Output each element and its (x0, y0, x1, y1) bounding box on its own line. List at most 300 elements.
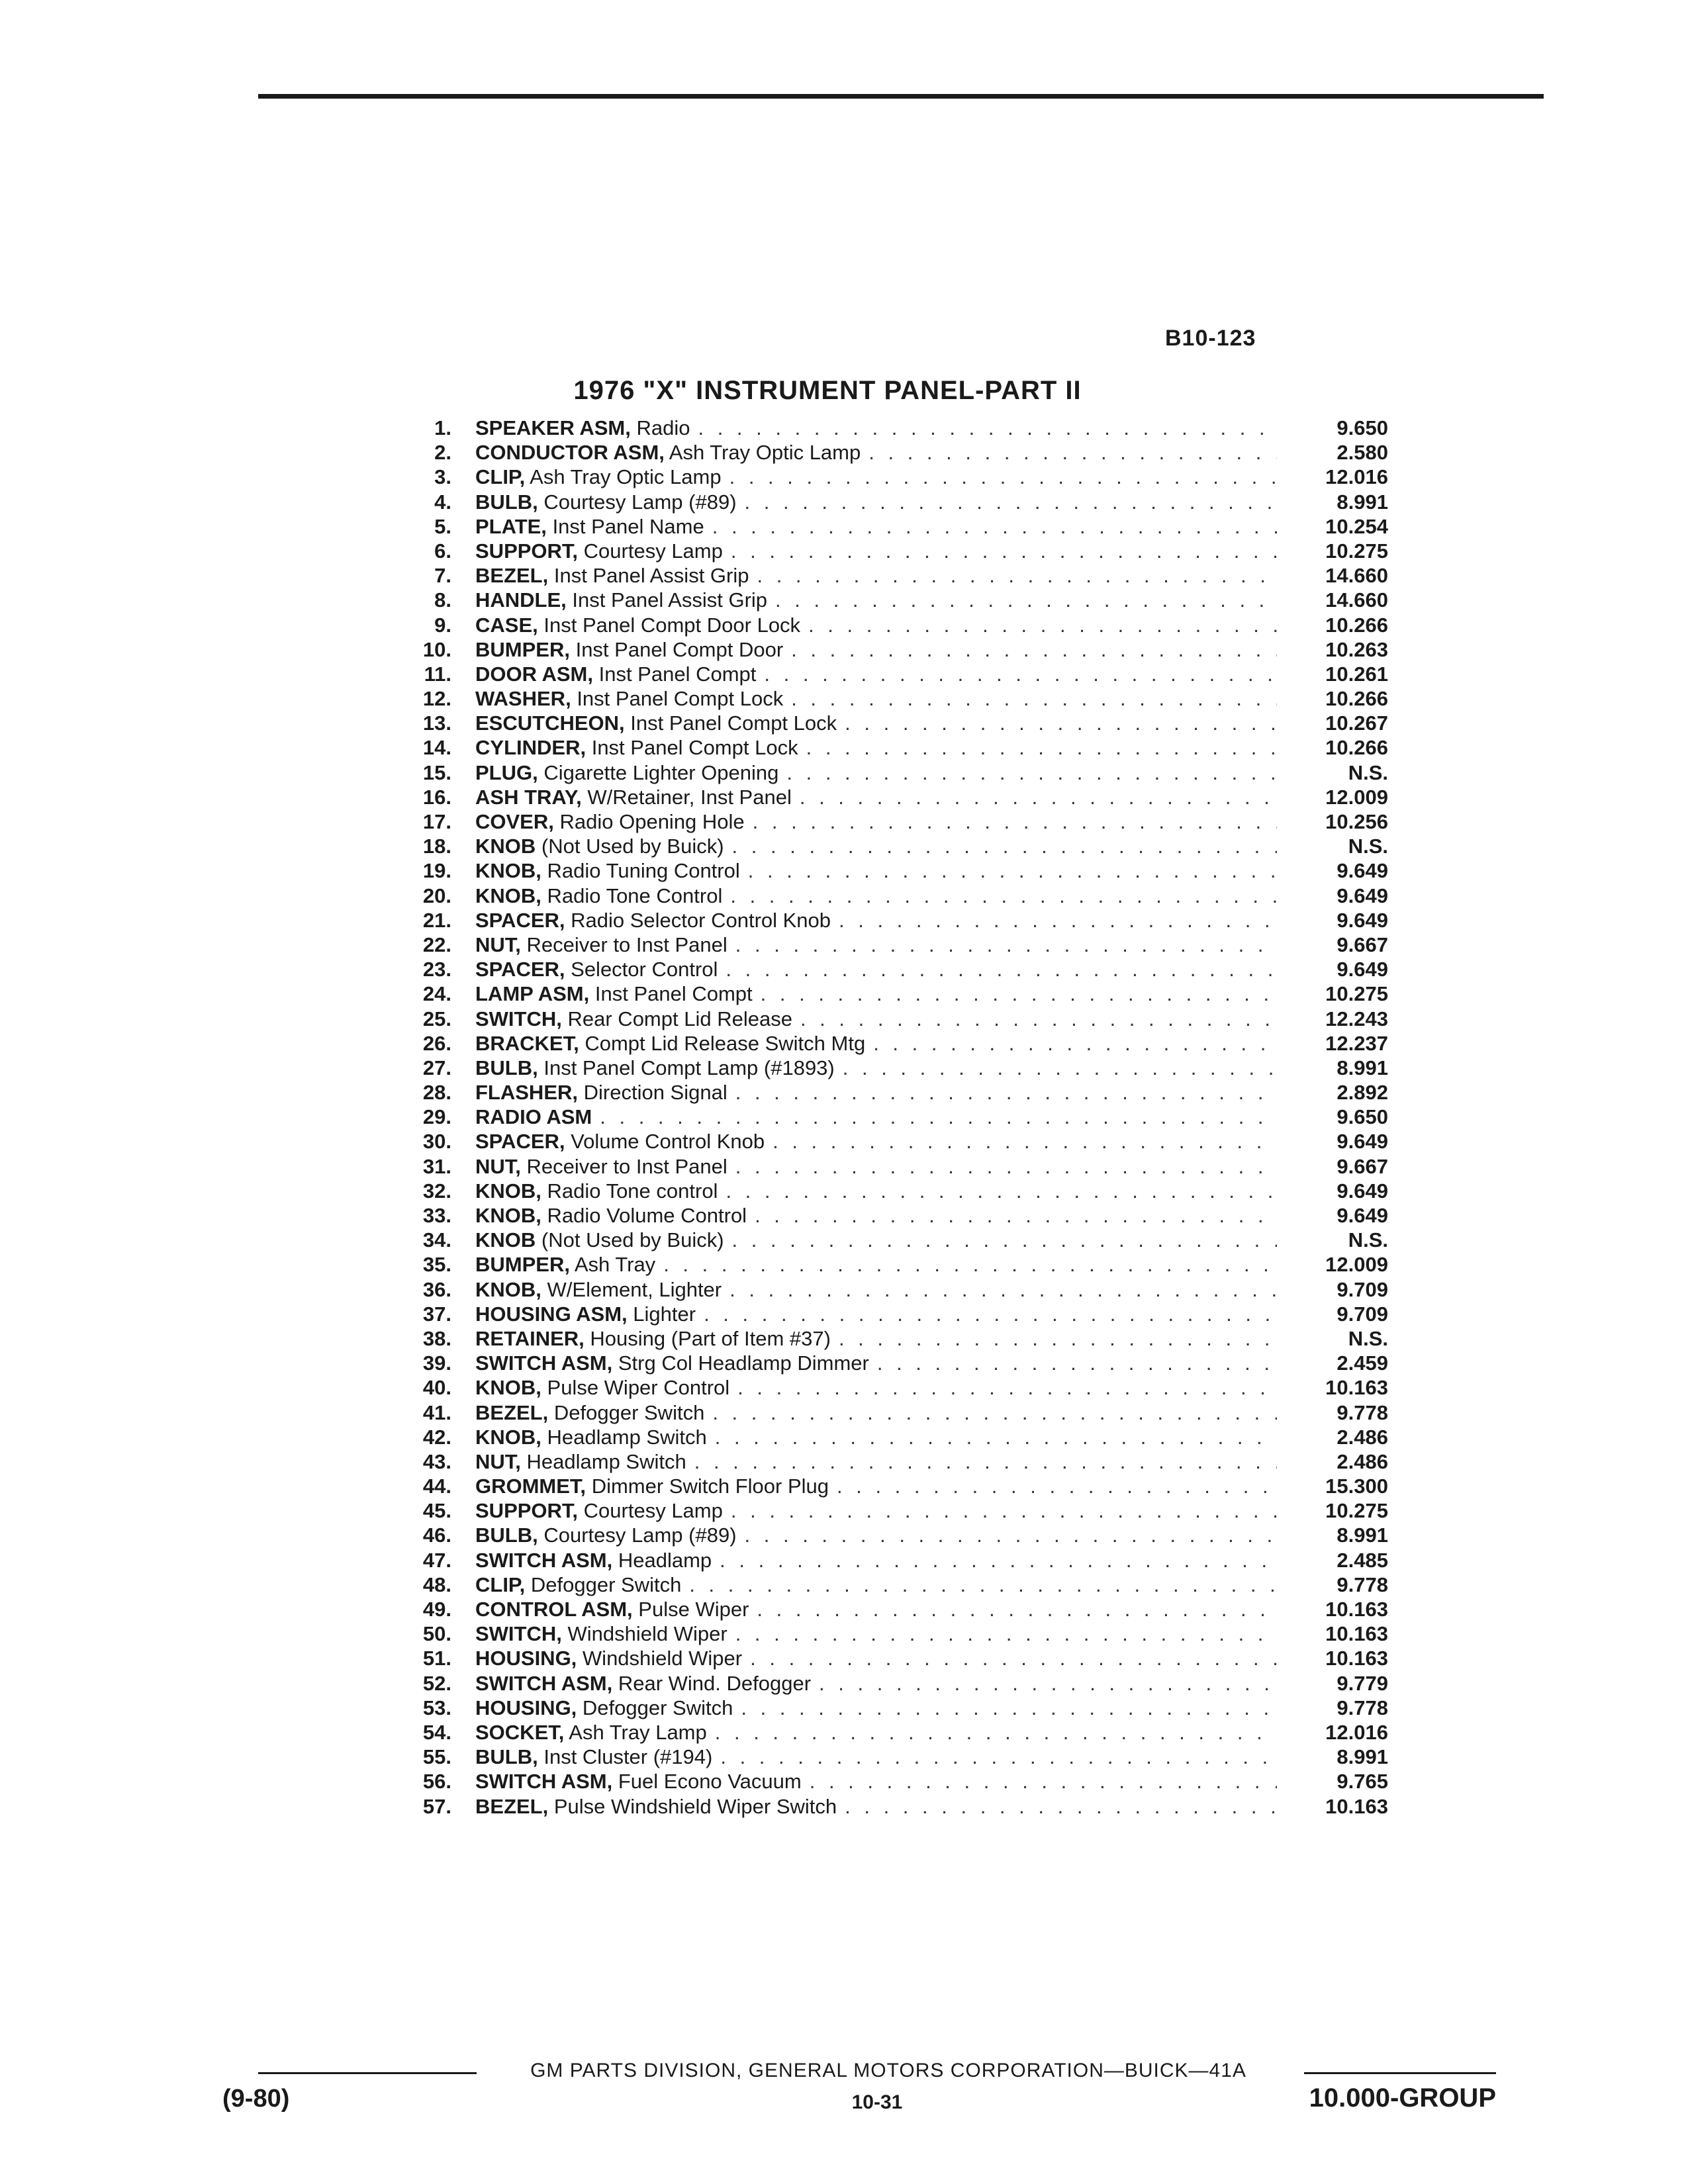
part-name: NUT, (475, 1154, 521, 1178)
dot-leader (868, 440, 1277, 465)
part-row (405, 1523, 1388, 1547)
part-description (451, 1671, 811, 1696)
part-detail: Ash Tray Optic Lamp (530, 465, 722, 489)
part-group-number: 10.163 (1325, 1376, 1388, 1400)
part-description (451, 858, 740, 883)
dot-leader (791, 637, 1277, 662)
part-row (405, 933, 1388, 957)
dot-leader (729, 1277, 1277, 1302)
footer-date: (9-80) (222, 2085, 290, 2113)
part-row (405, 1105, 1388, 1129)
part-name: SUPPORT, (475, 1499, 579, 1523)
part-number: 56. (422, 1770, 451, 1794)
parts-list (405, 416, 1388, 1819)
part-group-number: 10.266 (1325, 736, 1388, 760)
part-name: KNOB, (475, 1179, 541, 1203)
part-name: CASE, (475, 613, 538, 637)
part-number: 4. (434, 490, 451, 514)
part-description (451, 563, 749, 588)
part-name: BULB, (475, 1524, 538, 1547)
part-description (451, 1007, 792, 1031)
part-description (451, 981, 753, 1006)
part-description (451, 662, 756, 686)
part-description (451, 588, 767, 612)
part-detail: Headlamp Switch (547, 1425, 707, 1449)
part-detail: Inst Panel Name (552, 514, 704, 538)
part-number: 48. (422, 1572, 451, 1596)
part-row (405, 908, 1388, 933)
part-description (451, 1745, 712, 1769)
part-description (451, 1425, 707, 1449)
dot-leader (712, 514, 1277, 539)
dot-leader (800, 785, 1277, 809)
part-number: 17. (422, 810, 451, 833)
part-row (405, 1302, 1388, 1326)
part-detail: Compt Lid Release Switch Mtg (585, 1031, 866, 1055)
part-group-number: 2.580 (1336, 441, 1388, 465)
part-description (451, 686, 783, 711)
part-name: WASHER, (475, 687, 571, 711)
part-group-number: 9.709 (1336, 1302, 1388, 1326)
part-number: 12. (422, 687, 451, 711)
part-name: PLATE, (475, 514, 547, 538)
part-detail: W/Element, Lighter (547, 1277, 722, 1301)
part-number: 34. (422, 1228, 451, 1252)
part-row (405, 1720, 1388, 1745)
part-name: NUT, (475, 1449, 521, 1473)
part-row (405, 416, 1388, 440)
part-detail: Courtesy Lamp (#89) (543, 1524, 737, 1547)
part-detail: (Not Used by Buick) (541, 1228, 724, 1252)
dot-leader (715, 1720, 1277, 1745)
dot-leader (720, 1745, 1277, 1769)
part-detail: Ash Tray Lamp (569, 1720, 707, 1744)
dot-leader (845, 1794, 1277, 1819)
part-number: 33. (422, 1204, 451, 1227)
part-number: 19. (422, 859, 451, 883)
part-detail: Pulse Windshield Wiper Switch (553, 1794, 837, 1818)
part-group-number: 12.009 (1325, 1253, 1388, 1277)
dot-leader (839, 908, 1277, 933)
part-row (405, 858, 1388, 883)
part-description (451, 490, 737, 514)
part-name: HANDLE, (475, 588, 567, 612)
part-row (405, 735, 1388, 760)
part-detail: Inst Panel Assist Grip (553, 564, 749, 588)
part-name: BULB, (475, 490, 538, 514)
part-number: 32. (422, 1179, 451, 1203)
dot-leader (732, 834, 1277, 858)
part-group-number: 9.649 (1336, 1130, 1388, 1154)
part-description (451, 1031, 865, 1056)
part-description (451, 1326, 831, 1351)
part-detail: Defogger Switch (530, 1572, 682, 1596)
part-detail: Courtesy Lamp (583, 539, 723, 563)
part-number: 52. (422, 1671, 451, 1695)
dot-leader (745, 1523, 1277, 1547)
part-row (405, 1548, 1388, 1572)
part-name: NUT, (475, 933, 521, 956)
part-group-number: 9.649 (1336, 1204, 1388, 1227)
dot-leader (748, 858, 1277, 883)
part-row (405, 1203, 1388, 1228)
part-detail: Radio Tuning Control (547, 859, 740, 883)
part-group-number: 9.650 (1336, 1105, 1388, 1129)
part-number: 3. (434, 465, 451, 489)
part-detail: Inst Panel Compt Lock (630, 711, 837, 735)
part-detail: Receiver to Inst Panel (526, 1154, 727, 1178)
part-name: BEZEL, (475, 1794, 549, 1818)
part-group-number: 10.163 (1325, 1794, 1388, 1818)
part-number: 9. (434, 613, 451, 637)
part-row (405, 1621, 1388, 1646)
part-name: CLIP, (475, 465, 526, 489)
dot-leader (726, 1179, 1277, 1203)
part-description (451, 1129, 765, 1154)
part-detail: Headlamp Switch (526, 1449, 686, 1473)
part-detail: Ash Tray (574, 1253, 656, 1277)
dot-leader (753, 809, 1277, 834)
part-name: SPACER, (475, 1130, 565, 1154)
dot-leader (689, 1572, 1277, 1597)
part-group-number: 10.163 (1325, 1598, 1388, 1621)
part-name: CLIP, (475, 1572, 526, 1596)
part-description (451, 1523, 737, 1547)
dot-leader (735, 1154, 1277, 1179)
part-name: KNOB (475, 835, 536, 858)
part-row (405, 1154, 1388, 1179)
part-row (405, 1449, 1388, 1474)
part-row (405, 1228, 1388, 1252)
part-name: RADIO ASM (475, 1105, 592, 1129)
footer-publisher: GM PARTS DIVISION, GENERAL MOTORS CORPORATION—BUICK—41A (530, 2060, 1246, 2081)
part-description (451, 1179, 718, 1203)
part-number: 45. (422, 1499, 451, 1523)
part-row (405, 1572, 1388, 1597)
part-description (451, 416, 690, 440)
part-detail: Courtesy Lamp (583, 1499, 723, 1523)
part-detail: Selector Control (571, 958, 718, 981)
dot-leader (737, 1375, 1277, 1400)
part-group-number: 15.300 (1325, 1475, 1388, 1498)
part-description (451, 1696, 733, 1720)
part-description (451, 1277, 722, 1302)
part-detail: Inst Panel Compt Lock (577, 687, 784, 711)
part-group-number: 9.779 (1336, 1671, 1388, 1695)
part-group-number: 9.649 (1336, 884, 1388, 907)
part-group-number: 12.009 (1325, 785, 1388, 809)
part-description (451, 1498, 723, 1523)
dot-leader (726, 957, 1277, 981)
part-number: 15. (422, 760, 451, 784)
dot-leader (704, 1302, 1277, 1326)
part-row (405, 1671, 1388, 1696)
part-group-number: 8.991 (1336, 1524, 1388, 1547)
part-detail: Radio Opening Hole (559, 810, 745, 833)
part-name: SPEAKER ASM, (475, 416, 631, 439)
part-name: DOOR ASM, (475, 662, 593, 686)
part-detail: Strg Col Headlamp Dimmer (618, 1351, 869, 1375)
footer-rule-left (258, 2072, 477, 2074)
part-group-number: 14.660 (1325, 564, 1388, 588)
part-group-number: 10.263 (1325, 637, 1388, 661)
part-detail: Courtesy Lamp (#89) (543, 490, 737, 514)
part-detail: Inst Panel Compt Door Lock (543, 613, 801, 637)
part-detail: Ash Tray Optic Lamp (669, 441, 861, 465)
part-name: BULB, (475, 1056, 538, 1079)
part-name: GROMMET, (475, 1475, 586, 1498)
part-group-number: 2.486 (1336, 1425, 1388, 1449)
part-name: HOUSING, (475, 1647, 577, 1670)
part-description (451, 1720, 707, 1745)
part-group-number: 10.275 (1325, 1499, 1388, 1523)
part-group-number: 10.266 (1325, 687, 1388, 711)
part-row (405, 1351, 1388, 1375)
part-group-number: 8.991 (1336, 1745, 1388, 1769)
part-name: BUMPER, (475, 1253, 570, 1277)
part-group-number: 2.485 (1336, 1548, 1388, 1572)
part-detail: Fuel Econo Vacuum (618, 1770, 802, 1794)
part-row (405, 809, 1388, 834)
part-group-number: 10.256 (1325, 810, 1388, 833)
part-name: KNOB, (475, 1277, 541, 1301)
part-number: 8. (434, 588, 451, 612)
dot-leader (735, 1080, 1277, 1105)
dot-leader (839, 1326, 1277, 1351)
part-group-number: 14.660 (1325, 588, 1388, 612)
dot-leader (735, 933, 1277, 957)
dot-leader (757, 563, 1277, 588)
part-name: SWITCH ASM, (475, 1671, 613, 1695)
part-number: 11. (424, 662, 451, 686)
part-row (405, 1745, 1388, 1769)
part-description (451, 1056, 835, 1080)
part-description (451, 1203, 747, 1228)
part-group-number: 12.016 (1325, 465, 1388, 489)
part-detail: Receiver to Inst Panel (526, 933, 727, 956)
part-group-number: N.S. (1348, 760, 1388, 784)
part-name: SOCKET, (475, 1720, 565, 1744)
part-name: RETAINER, (475, 1326, 585, 1350)
part-name: SWITCH ASM, (475, 1351, 613, 1375)
part-row (405, 539, 1388, 563)
part-row (405, 1031, 1388, 1056)
part-detail: Radio (636, 416, 690, 439)
part-row (405, 1056, 1388, 1080)
part-row (405, 1474, 1388, 1498)
part-number: 53. (422, 1696, 451, 1719)
part-row (405, 1425, 1388, 1449)
part-number: 47. (422, 1548, 451, 1572)
part-row (405, 1277, 1388, 1302)
part-name: CONTROL ASM, (475, 1598, 633, 1621)
part-row (405, 1007, 1388, 1031)
dot-leader (698, 416, 1277, 440)
part-group-number: N.S. (1348, 1228, 1388, 1252)
part-name: FLASHER, (475, 1081, 578, 1105)
part-row (405, 514, 1388, 539)
page-title: 1976 "X" INSTRUMENT PANEL-PART II (573, 376, 1082, 405)
part-number: 41. (422, 1400, 451, 1424)
dot-leader (773, 1129, 1277, 1154)
part-name: HOUSING ASM, (475, 1302, 628, 1326)
dot-leader (810, 1769, 1277, 1794)
part-description (451, 1252, 655, 1277)
dot-leader (741, 1696, 1277, 1720)
part-name: CONDUCTOR ASM, (475, 441, 665, 465)
part-detail: Headlamp (618, 1548, 712, 1572)
part-name: COVER, (475, 810, 554, 833)
part-detail: Volume Control Knob (571, 1130, 765, 1154)
part-description (451, 884, 722, 908)
part-detail: Inst Panel Assist Grip (572, 588, 768, 612)
part-description (451, 1400, 704, 1425)
part-name: ESCUTCHEON, (475, 711, 625, 735)
part-row (405, 1696, 1388, 1720)
part-number: 21. (422, 908, 451, 932)
part-detail: Dimmer Switch Floor Plug (591, 1475, 829, 1498)
part-name: SWITCH, (475, 1622, 562, 1646)
part-row (405, 465, 1388, 489)
part-number: 14. (422, 736, 451, 760)
part-number: 37. (422, 1302, 451, 1326)
part-number: 49. (422, 1598, 451, 1621)
part-name: SPACER, (475, 958, 565, 981)
part-detail: Windshield Wiper (567, 1622, 727, 1646)
part-group-number: 9.649 (1336, 859, 1388, 883)
part-description (451, 1228, 724, 1252)
part-description (451, 1080, 727, 1105)
part-group-number: 9.649 (1336, 958, 1388, 981)
part-name: BUMPER, (475, 637, 570, 661)
part-detail: Inst Panel Compt (594, 982, 753, 1006)
part-name: HOUSING, (475, 1696, 577, 1719)
dot-leader (819, 1671, 1277, 1696)
part-detail: Radio Tone Control (547, 884, 723, 907)
part-number: 28. (422, 1081, 451, 1105)
part-row (405, 490, 1388, 514)
part-detail: Windshield Wiper (582, 1647, 743, 1670)
part-group-number: 9.667 (1336, 1154, 1388, 1178)
part-description (451, 957, 718, 981)
part-group-number: 8.991 (1336, 1056, 1388, 1079)
part-row (405, 1179, 1388, 1203)
part-number: 44. (422, 1475, 451, 1498)
part-name: KNOB, (475, 1425, 541, 1449)
part-group-number: 9.667 (1336, 933, 1388, 956)
part-description (451, 1449, 686, 1474)
part-number: 23. (422, 958, 451, 981)
part-name: CYLINDER, (475, 736, 586, 760)
part-number: 30. (422, 1130, 451, 1154)
part-detail: Defogger Switch (553, 1400, 705, 1424)
dot-leader (712, 1400, 1277, 1425)
part-group-number: 9.649 (1336, 908, 1388, 932)
part-name: BULB, (475, 1745, 538, 1769)
part-row (405, 1080, 1388, 1105)
part-detail: Housing (Part of Item #37) (590, 1326, 831, 1350)
part-number: 35. (422, 1253, 451, 1277)
part-row (405, 1375, 1388, 1400)
part-name: KNOB, (475, 1376, 541, 1400)
part-number: 13. (422, 711, 451, 735)
part-number: 10. (422, 637, 451, 661)
dot-leader (732, 1228, 1277, 1252)
part-number: 27. (422, 1056, 451, 1079)
dot-leader (731, 539, 1277, 563)
part-name: BRACKET, (475, 1031, 579, 1055)
part-number: 57. (422, 1794, 451, 1818)
top-rule (258, 94, 1544, 99)
part-detail: Pulse Wiper Control (547, 1376, 730, 1400)
dot-leader (755, 1203, 1277, 1228)
dot-leader (845, 711, 1277, 735)
part-group-number: 9.765 (1336, 1770, 1388, 1794)
part-number: 20. (422, 884, 451, 907)
dot-leader (764, 662, 1277, 686)
part-number: 51. (422, 1647, 451, 1670)
part-group-number: 2.892 (1336, 1081, 1388, 1105)
page-number: 10-31 (851, 2091, 903, 2113)
part-description (451, 1572, 681, 1597)
part-group-number: 10.266 (1325, 613, 1388, 637)
part-row (405, 785, 1388, 809)
part-number: 25. (422, 1007, 451, 1030)
dot-leader (877, 1351, 1277, 1375)
dot-leader (715, 1425, 1277, 1449)
part-number: 22. (422, 933, 451, 956)
part-group-number: 12.237 (1325, 1031, 1388, 1055)
part-number: 43. (422, 1449, 451, 1473)
part-number: 39. (422, 1351, 451, 1375)
part-row (405, 563, 1388, 588)
part-group-number: 9.650 (1336, 416, 1388, 439)
dot-leader (745, 490, 1277, 514)
part-row (405, 662, 1388, 686)
part-description (451, 1621, 727, 1646)
dot-leader (786, 760, 1277, 785)
dot-leader (791, 686, 1277, 711)
part-row (405, 957, 1388, 981)
part-detail: Radio Volume Control (547, 1204, 747, 1227)
part-description (451, 809, 745, 834)
part-number: 40. (422, 1376, 451, 1400)
footer-rule-right (1304, 2072, 1496, 2074)
part-row (405, 588, 1388, 612)
dot-leader (694, 1449, 1277, 1474)
part-detail: Inst Panel Compt Door (575, 637, 784, 661)
part-detail: Rear Wind. Defogger (618, 1671, 812, 1695)
part-description (451, 1794, 837, 1819)
dot-leader (873, 1031, 1277, 1056)
part-group-number: 10.163 (1325, 1647, 1388, 1670)
part-name: BEZEL, (475, 1400, 549, 1424)
part-number: 24. (422, 982, 451, 1006)
part-detail: Defogger Switch (582, 1696, 733, 1719)
dot-leader (663, 1252, 1277, 1277)
part-number: 26. (422, 1031, 451, 1055)
part-row (405, 760, 1388, 785)
part-description (451, 933, 727, 957)
part-number: 18. (422, 835, 451, 858)
dot-leader (757, 1597, 1277, 1621)
part-detail: Inst Panel Compt (598, 662, 757, 686)
part-number: 54. (422, 1720, 451, 1744)
part-description (451, 1597, 749, 1621)
part-description (451, 1105, 592, 1129)
part-detail: Lighter (633, 1302, 696, 1326)
part-number: 31. (422, 1154, 451, 1178)
